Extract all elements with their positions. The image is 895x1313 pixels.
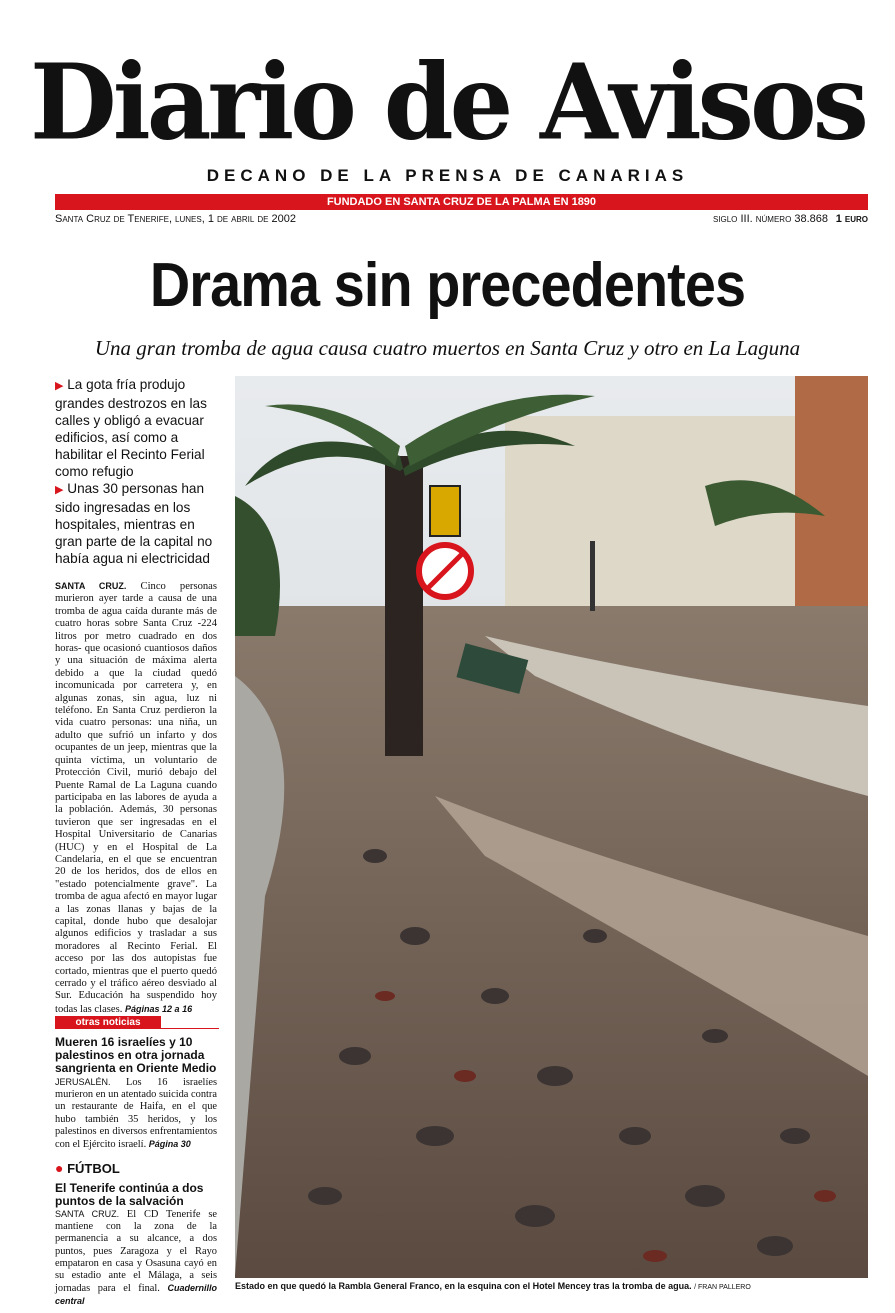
- sport-page-ref[interactable]: Cuadernillo central: [55, 1283, 217, 1307]
- lead-location: SANTA CRUZ.: [55, 581, 127, 591]
- other-news-body: [55, 1076, 217, 1151]
- lead-subhead: Una gran tromba de agua causa cuatro muertos en Santa Cruz y otro en La Laguna: [94, 336, 801, 360]
- masthead-title: Diario de Avisos: [30, 40, 865, 164]
- other-news-page-ref[interactable]: Página 30: [148, 1139, 191, 1150]
- other-news-text: Los 16 israelíes murieron en un atentado suicida contra un restaurante de Haifa, en el que hubo también 35 heridos, y los palestinos en diversos enfrentamientos con el Ejército israelí.: [55, 1077, 217, 1151]
- sport-label: FÚTBOL: [67, 1161, 120, 1176]
- red-dot-icon: ●: [55, 1160, 64, 1176]
- lead-bullet-text: Unas 30 personas han sido ingresadas en los hospitales, mientras en gran parte de la capital no había agua ni electricidad: [55, 481, 213, 566]
- photo-caption: [235, 1281, 875, 1291]
- lead-photo: [235, 376, 868, 1278]
- other-news-location: JERUSALÉN.: [55, 1077, 111, 1087]
- lead-bullet: [55, 376, 220, 480]
- dateline: [55, 213, 868, 229]
- photo-caption-text: Estado en que quedó la Rambla General Franco, en la esquina con el Hotel Mencey tras la tromba de agua.: [235, 1281, 692, 1291]
- photo-credit: / FRAN PALLERO: [694, 1284, 751, 1291]
- sport-location: SANTA CRUZ.: [55, 1209, 120, 1219]
- masthead-tagline: DECANO DE LA PRENSA DE CANARIAS: [206, 166, 689, 185]
- sport-section-label: [55, 1160, 120, 1176]
- bullet-triangle-icon: ▶: [55, 484, 64, 496]
- lead-bullet-text: La gota fría produjo grandes destrozos en las calles y obligó a evacuar edificios, así como a habilitar el Recinto Ferial como refugio: [55, 377, 207, 479]
- lead-bullet: [55, 480, 220, 567]
- lead-body-text: Cinco personas murieron ayer tarde a causa de una tromba de agua caída durante más de cuatro horas sobre Santa Cruz -224 litros por metro cuadrado en dos horas- que ocasionó cuantiosos daños y una situación de máxima alerta debido a que la ciudad quedó incomunicada por carretera y, en algunas zonas, sin agua, luz ni teléfono. En Santa Cruz perdieron la vida cuatro personas: una niña, un adulto que sufrió un infarto y dos ocupantes de un jeep, mientras que la quinta víctima, un voluntario de Protección Civil, murió debajo del Puente Ramal de La Laguna cuando participaba en las labores de ayuda a la población. Además, 30 personas tuvieron que ser ingresadas en el Hospital Universitario de Canarias (HUC) y en el Hospital de La Candelaria, en el que se encuentran 20 de los heridos, dos de ellos en "estado potencialmente grave". La tromba de agua afectó en mayor lugar a las zonas llanas y bajas de la capital, donde hubo que desalojar algunos edificios y trasladar a sus moradores al Recinto Ferial. El acceso por las dos autopistas fue cortado, mientras que el puerto quedó cerrado y el tráfico aéreo desviado al Sur. Educación ha suspendido hoy todas las clases.: [55, 581, 217, 1015]
- lead-headline: Drama sin precedentes: [149, 251, 746, 320]
- other-news-label: otras noticias: [55, 1016, 161, 1029]
- flooded-street-photo: [235, 376, 868, 1278]
- price: 1 euro: [835, 213, 868, 225]
- other-news-rule: [161, 1028, 219, 1029]
- sport-title: El Tenerife continúa a dos puntos de la salvación: [55, 1181, 204, 1208]
- lead-body: [55, 580, 217, 1016]
- sport-body: [55, 1208, 217, 1309]
- place-date: Santa Cruz de Tenerife, lunes, 1 de abril de 2002: [55, 213, 296, 225]
- lead-page-ref[interactable]: Páginas 12 a 16: [125, 1003, 193, 1014]
- bullet-triangle-icon: ▶: [55, 380, 64, 392]
- founded-banner: FUNDADO EN SANTA CRUZ DE LA PALMA EN 1890: [55, 194, 868, 210]
- issue-number: siglo III. número 38.868: [712, 213, 828, 225]
- sport-text: El CD Tenerife se mantiene con la zona de la permanencia a su alcance, a dos puntos, pues Zaragoza y el Rayo empataron en casa y Osasuna cayó en su estadio ante el Málaga, a seis jornadas para el final.: [55, 1209, 218, 1295]
- other-news-title: Mueren 16 israelíes y 10 palestinos en otra jornada sangrienta en Oriente Medio: [55, 1035, 217, 1075]
